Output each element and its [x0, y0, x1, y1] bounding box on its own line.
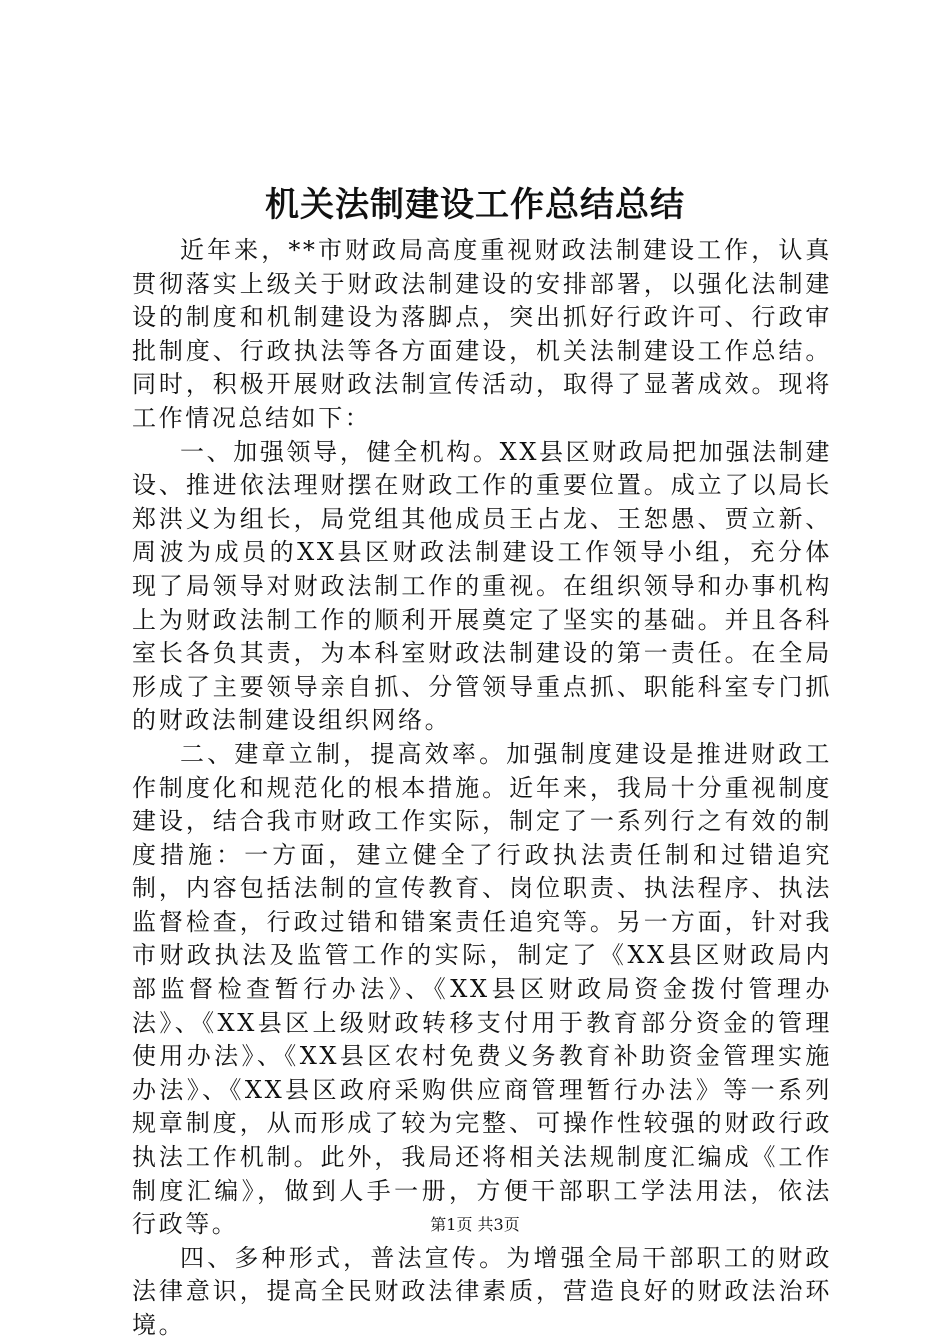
document-body — [132, 234, 832, 1343]
document-title: 机关法制建设工作总结总结 — [265, 185, 685, 225]
paragraph-section-1: 一、加强领导，健全机构。XX县区财政局把加强法制建设、推进依法理财摆在财政工作的重要位置。成立了以局长郑洪义为组长，局党组其他成员王占龙、王恕愚、贾立新、周波为成员的XX县区财政法制建设工作领导小组，充分体现了局领导对财政法制工作的重视。在组织领导和办事机构上为财政法制工作的顺利开展奠定了坚实的基础。并且各科室长各负其责，为本科室财政法制建设的第一责任。在全局形成了主要领导亲自抓、分管领导重点抓、职能科室专门抓的财政法制建设组织网络。 — [132, 437, 832, 735]
paragraph-intro: 近年来，**市财政局高度重视财政法制建设工作，认真贯彻落实上级关于财政法制建设的安排部署，以强化法制建设的制度和机制建设为落脚点，突出抓好行政许可、行政审批制度、行政执法等各方面建设，机关法制建设工作总结。同时，积极开展财政法制宣传活动，取得了显著成效。现将工作情况总结如下： — [132, 236, 832, 432]
page-number-footer: 第1页 共3页 — [430, 1215, 520, 1234]
paragraph-section-4: 四、多种形式，普法宣传。为增强全局干部职工的财政法律意识，提高全民财政法律素质，营造良好的财政法治环境。 — [132, 1243, 832, 1339]
paragraph-section-2: 二、建章立制，提高效率。加强制度建设是推进财政工作制度化和规范化的根本措施。近年来，我局十分重视制度建设，结合我市财政工作实际，制定了一系列行之有效的制度措施：一方面，建立健全了行政执法责任制和过错追究制，内容包括法制的宣传教育、岗位职责、执法程序、执法监督检查，行政过错和错案责任追究等。另一方面，针对我市财政执法及监管工作的实际，制定了《XX县区财政局内部监督检查暂行办法》、《XX县区财政局资金拨付管理办法》、《XX县区上级财政转移支付用于教育部分资金的管理使用办法》、《XX县区农村免费义务教育补助资金管理实施办法》、《XX县区政府采购供应商管理暂行办法》等一系列规章制度，从而形成了较为完整、可操作性较强的财政行政执法工作机制。此外，我局还将相关法规制度汇编成《工作制度汇编》，做到人手一册，方便干部职工学法用法，依法行政等。 — [132, 739, 832, 1239]
